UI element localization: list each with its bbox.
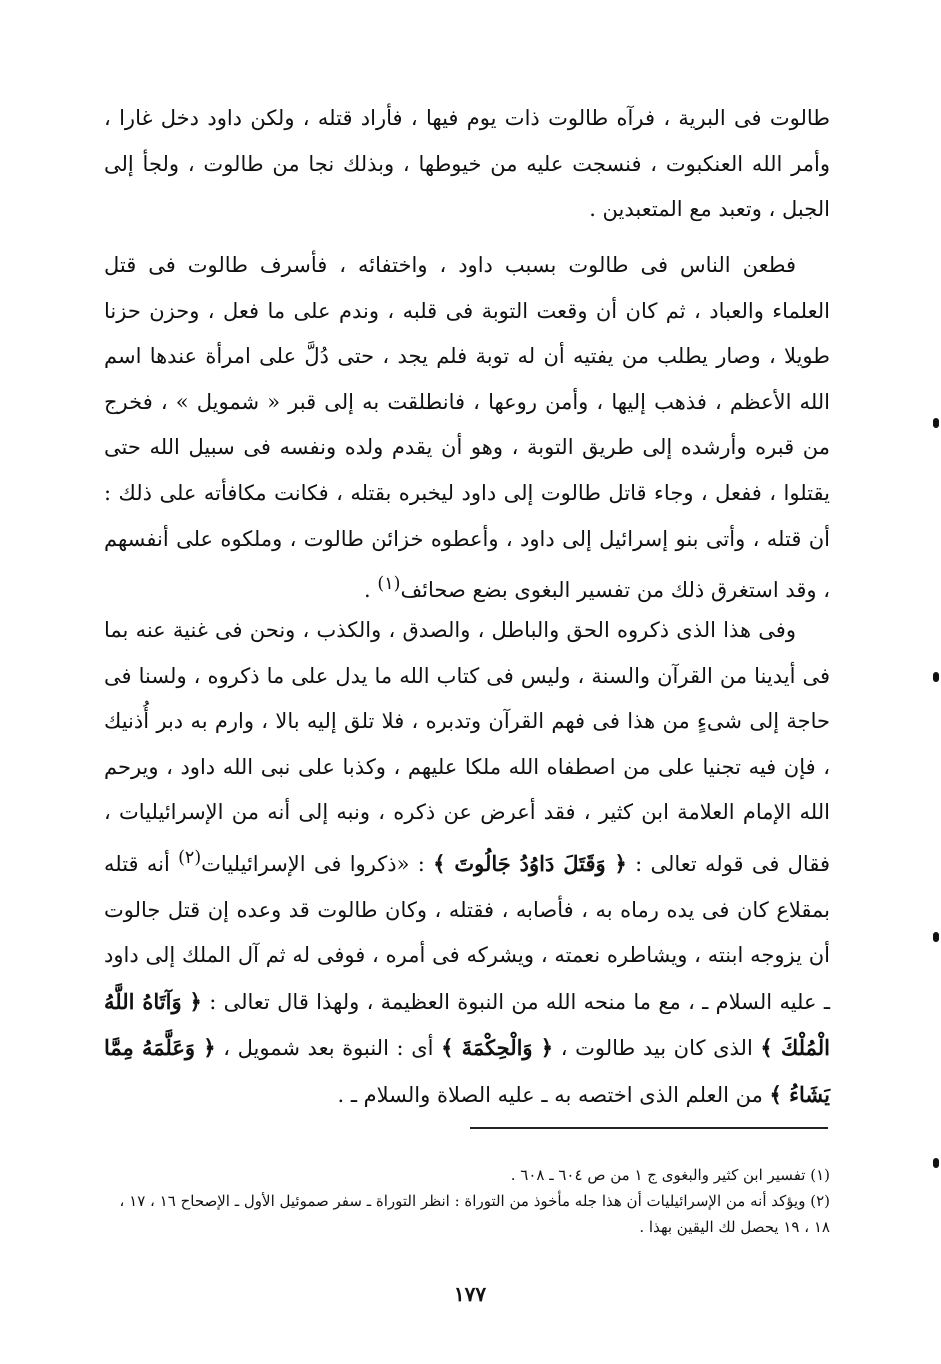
footnote-ref-2: (٢) — [178, 847, 202, 868]
paragraph-1 — [104, 96, 830, 233]
footnotes — [104, 1162, 830, 1240]
paragraph-2-text: فطعن الناس فى طالوت بسبب داود ، واختفائه ، فأسرف طالوت فى قتل العلماء والعباد ، ثم كان أن وقعت التوبة فى قلبه ، وندم على ما فعل ، وحزن حزنا طويلا ، وصار يطلب من يفتيه أن له توبة فلم يجد ، حتى دُلَّ على امرأة عندها اسم الله الأعظم ، فذهب إليها ، وأمن روعها ، فانطلقت به إلى قبر « شمويل » ، فخرج من قبره وأرشده إلى طريق التوبة ، وهو أن يقدم ولده ونفسه فى سبيل الله حتى يقتلوا ، ففعل ، وجاء قاتل طالوت إلى داود ليخبره بقتله ، فكانت مكافأته على ذلك : أن قتله ، وأتى بنو إسرائيل إلى داود ، وأعطوه خزائن طالوت ، وملكوه على أنفسهم ، وقد استغرق ذلك من تفسير البغوى بضع صحائف — [104, 253, 830, 603]
paragraph-3-text-f: من العلم الذى اختصه به ـ عليه الصلاة والسلام ـ . — [337, 1082, 770, 1107]
paragraph-3 — [104, 608, 830, 1119]
footnote-divider — [470, 1127, 828, 1129]
edge-mark-4 — [933, 1158, 939, 1168]
paragraph-1-text: طالوت فى البرية ، فرآه طالوت ذات يوم فيها ، فأراد قتله ، ولكن داود دخل غارا ، وأمر الله العنكبوت ، فنسجت عليه من خيوطها ، وبذلك نجا من طالوت ، ولجأ إلى الجبل ، وتعبد مع المتعبدين . — [104, 106, 830, 222]
paragraph-3-text-c: أنه قتله بمقلاع كان فى يده رماه به ، فأصابه ، فقتله ، وكان طالوت قد وعده إن قتل جالوت أن يزوجه ابنته ، ويشاطره نعمته ، ويشركه فى أمره ، فوفى له ثم آل الملك إلى داود ـ عليه السلام ـ ، مع ما منحه الله من النبوة العظيمة ، ولهذا قال تعالى : — [104, 851, 830, 1014]
footnote-ref-1: (١) — [377, 574, 401, 595]
paragraph-3-text-d: الذى كان بيد طالوت ، — [560, 1036, 761, 1061]
paragraph-3-text-a: وفى هذا الذى ذكروه الحق والباطل ، والصدق ، والكذب ، ونحن فى غنية عنه بما فى أيدينا من القرآن والسنة ، وليس فى كتاب الله ما يدل على ما ذكروه ، ولسنا فى حاجة إلى شىءٍ من هذا فى فهم القرآن وتدبره ، فلا تلق إليه بالا ، وارم به دبر أُذنيك ، فإن فيه تجنيا على من اصطفاه الله ملكا عليهم ، وكذبا على نبى الله داود ، ويرحم الله الإمام العلامة ابن كثير ، فقد أعرض عن ذكره ، ونبه إلى أنه من الإسرائيليات ، فقال فى قوله تعالى : — [104, 618, 830, 876]
footnote-2: (٢) ويؤكد أنه من الإسرائيليات أن هذا جله مأخوذ من التوراة : انظر التوراة ـ سفر صموئيل الأول ـ الإصحاح ١٦ ، ١٧ ، ١٨ ، ١٩ يحصل لك اليقين بهذا . — [119, 1192, 830, 1236]
footnote-1: (١) تفسير ابن كثير والبغوى ج ١ من ص ٦٠٤ ـ ٦٠٨ . — [510, 1166, 830, 1184]
edge-mark-3 — [933, 932, 939, 942]
paragraph-3-text-e: أى : النبوة بعد شمويل ، — [223, 1036, 442, 1061]
paragraph-2-period: . — [364, 578, 378, 603]
paragraph-2 — [104, 243, 830, 614]
quran-verse-3: ﴿ وَالْحِكْمَةَ ﴾ — [441, 1035, 554, 1061]
edge-mark-1 — [933, 418, 939, 428]
edge-mark-2 — [933, 672, 939, 682]
page-number: ١٧٧ — [453, 1282, 487, 1306]
quran-verse-2: ﴿ وَآتَاهُ اللَّهُ الْمُلْكَ ﴾ — [104, 988, 830, 1061]
quran-verse-1: ﴿ وَقَتَلَ دَاوُدُ جَالُوتَ ﴾ — [433, 850, 627, 876]
paragraph-3-text-b: : «ذكروا فى الإسرائيليات — [201, 851, 434, 876]
quran-verse-4: ﴿ وَعَلَّمَهُ مِمَّا يَشَاءُ ﴾ — [104, 1035, 830, 1107]
